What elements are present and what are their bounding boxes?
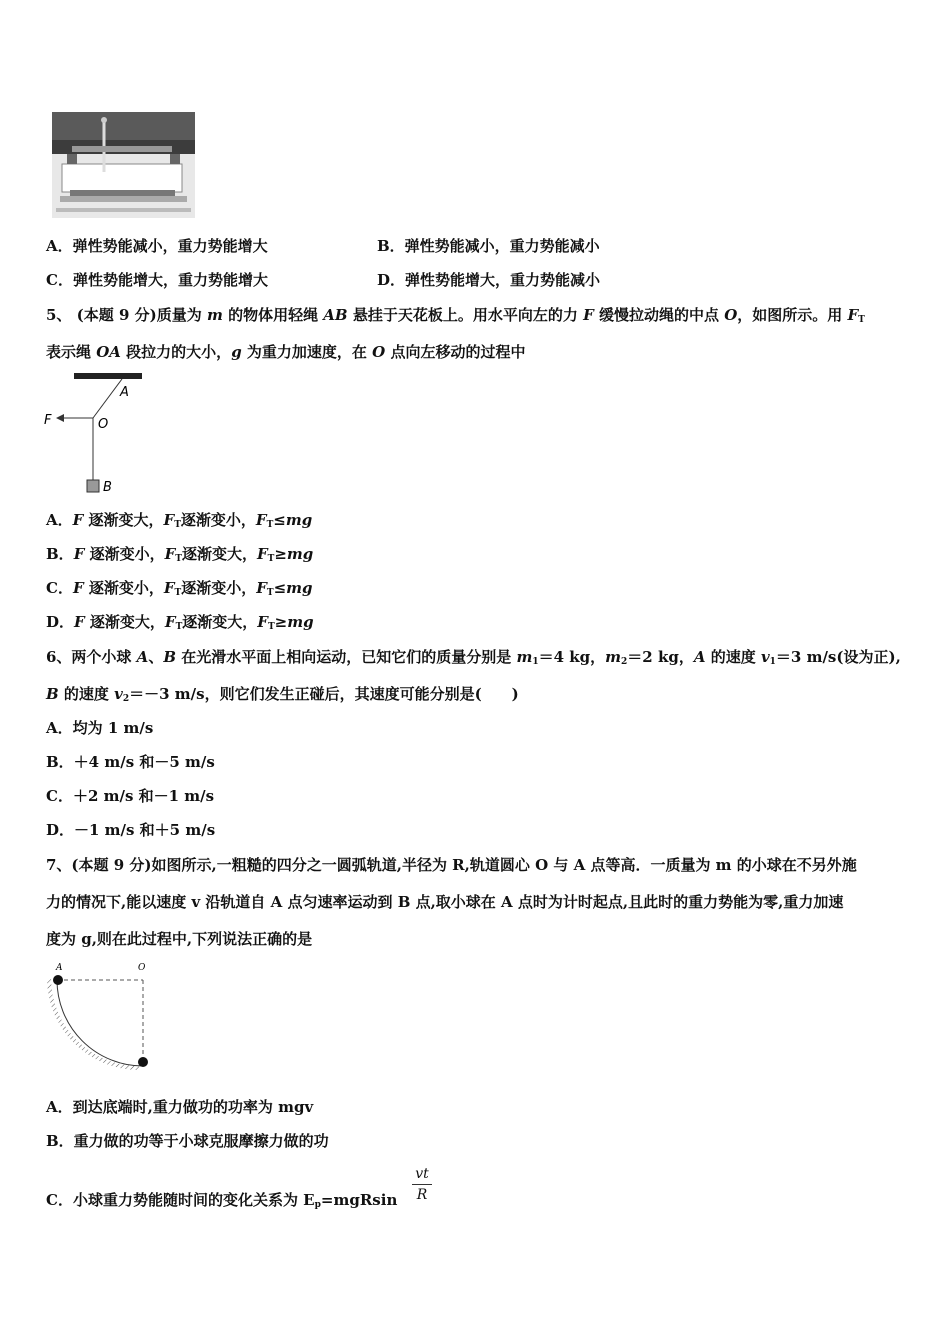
q7-option-a: A．到达底端时,重力做功的功率为 mgv: [46, 1098, 314, 1116]
trampoline-photo: [52, 112, 195, 218]
q4-option-d: D．弹性势能增大，重力势能减小: [377, 271, 601, 289]
q7-option-c: C．小球重力势能随时间的变化关系为 $E_p=mgRsin$: [46, 1191, 398, 1210]
q7-label-a: A: [56, 963, 63, 973]
q6-option-c: C．＋2 m/s 和－1 m/s: [46, 787, 215, 805]
q5-label-o: O: [98, 417, 109, 432]
q6-stem-line2: B 的速度 $v_2=-3$ m/s，则它们发生正碰后，其速度可能分别是( ): [46, 685, 519, 704]
q6-stem-line1: 6、两个小球 A、B 在光滑水平面上相向运动，已知它们的质量分别是 $m_1=4$ kg，$m_2=2$ kg，A 的速度 $v_1=3$ m/s(设为正),: [46, 648, 901, 667]
q5-label-f: F: [44, 413, 52, 428]
q7-option-b: B．重力做的功等于小球克服摩擦力做的功: [46, 1132, 329, 1150]
q6-option-b: B．＋4 m/s 和－5 m/s: [46, 753, 215, 771]
q4-option-a: A．弹性势能减小，重力势能增大: [46, 237, 268, 255]
q7-label-o: O: [138, 963, 146, 973]
q6-option-a: A．均为 1 m/s: [46, 719, 154, 737]
q7-stem-line2: 力的情况下,能以速度 v 沿轨道自 A 点匀速率运动到 B 点,取小球在 A 点时为计时起点,且此时的重力势能为零,重力加速: [46, 893, 844, 911]
q5-option-c: C．F 逐渐变小，$F_T$逐渐变小，$F_T\le mg$: [46, 579, 313, 598]
q5-rope-diagram: [42, 370, 152, 496]
q7-stem-line1: 7、(本题 9 分)如图所示,一粗糙的四分之一圆弧轨道,半径为 R,轨道圆心 O 与 A 点等高．一质量为 m 的小球在不另外施: [46, 856, 857, 874]
q5-label-b: B: [103, 480, 112, 495]
q5-label-a: A: [120, 385, 129, 400]
q5-option-d: D．F 逐渐变大，$F_T$逐渐变大，$F_T\ge mg$: [46, 613, 314, 632]
q5-stem-line2: 表示绳 OA 段拉力的大小，g 为重力加速度，在 O 点向左移动的过程中: [46, 343, 526, 361]
q5-stem-line1: 5、 (本题 9 分)质量为 m 的物体用轻绳 AB 悬挂于天花板上。用水平向左的力 F 缓慢拉动绳的中点 O，如图所示。用 $F_T$: [46, 306, 865, 325]
q7-arc-track-diagram: [42, 960, 157, 1072]
q4-option-b: B．弹性势能减小，重力势能减小: [377, 237, 600, 255]
q4-option-c: C．弹性势能增大，重力势能增大: [46, 271, 268, 289]
q5-option-a: A．F 逐渐变大，$F_T$逐渐变小，$F_T\le mg$: [46, 511, 313, 530]
q7-stem-line3: 度为 g,则在此过程中,下列说法正确的是: [46, 930, 313, 948]
q6-option-d: D．－1 m/s 和＋5 m/s: [46, 821, 216, 839]
q7-option-c-fraction: $\frac{vt}{R}$: [412, 1166, 432, 1203]
q5-option-b: B．F 逐渐变小，$F_T$逐渐变大，$F_T\ge mg$: [46, 545, 314, 564]
